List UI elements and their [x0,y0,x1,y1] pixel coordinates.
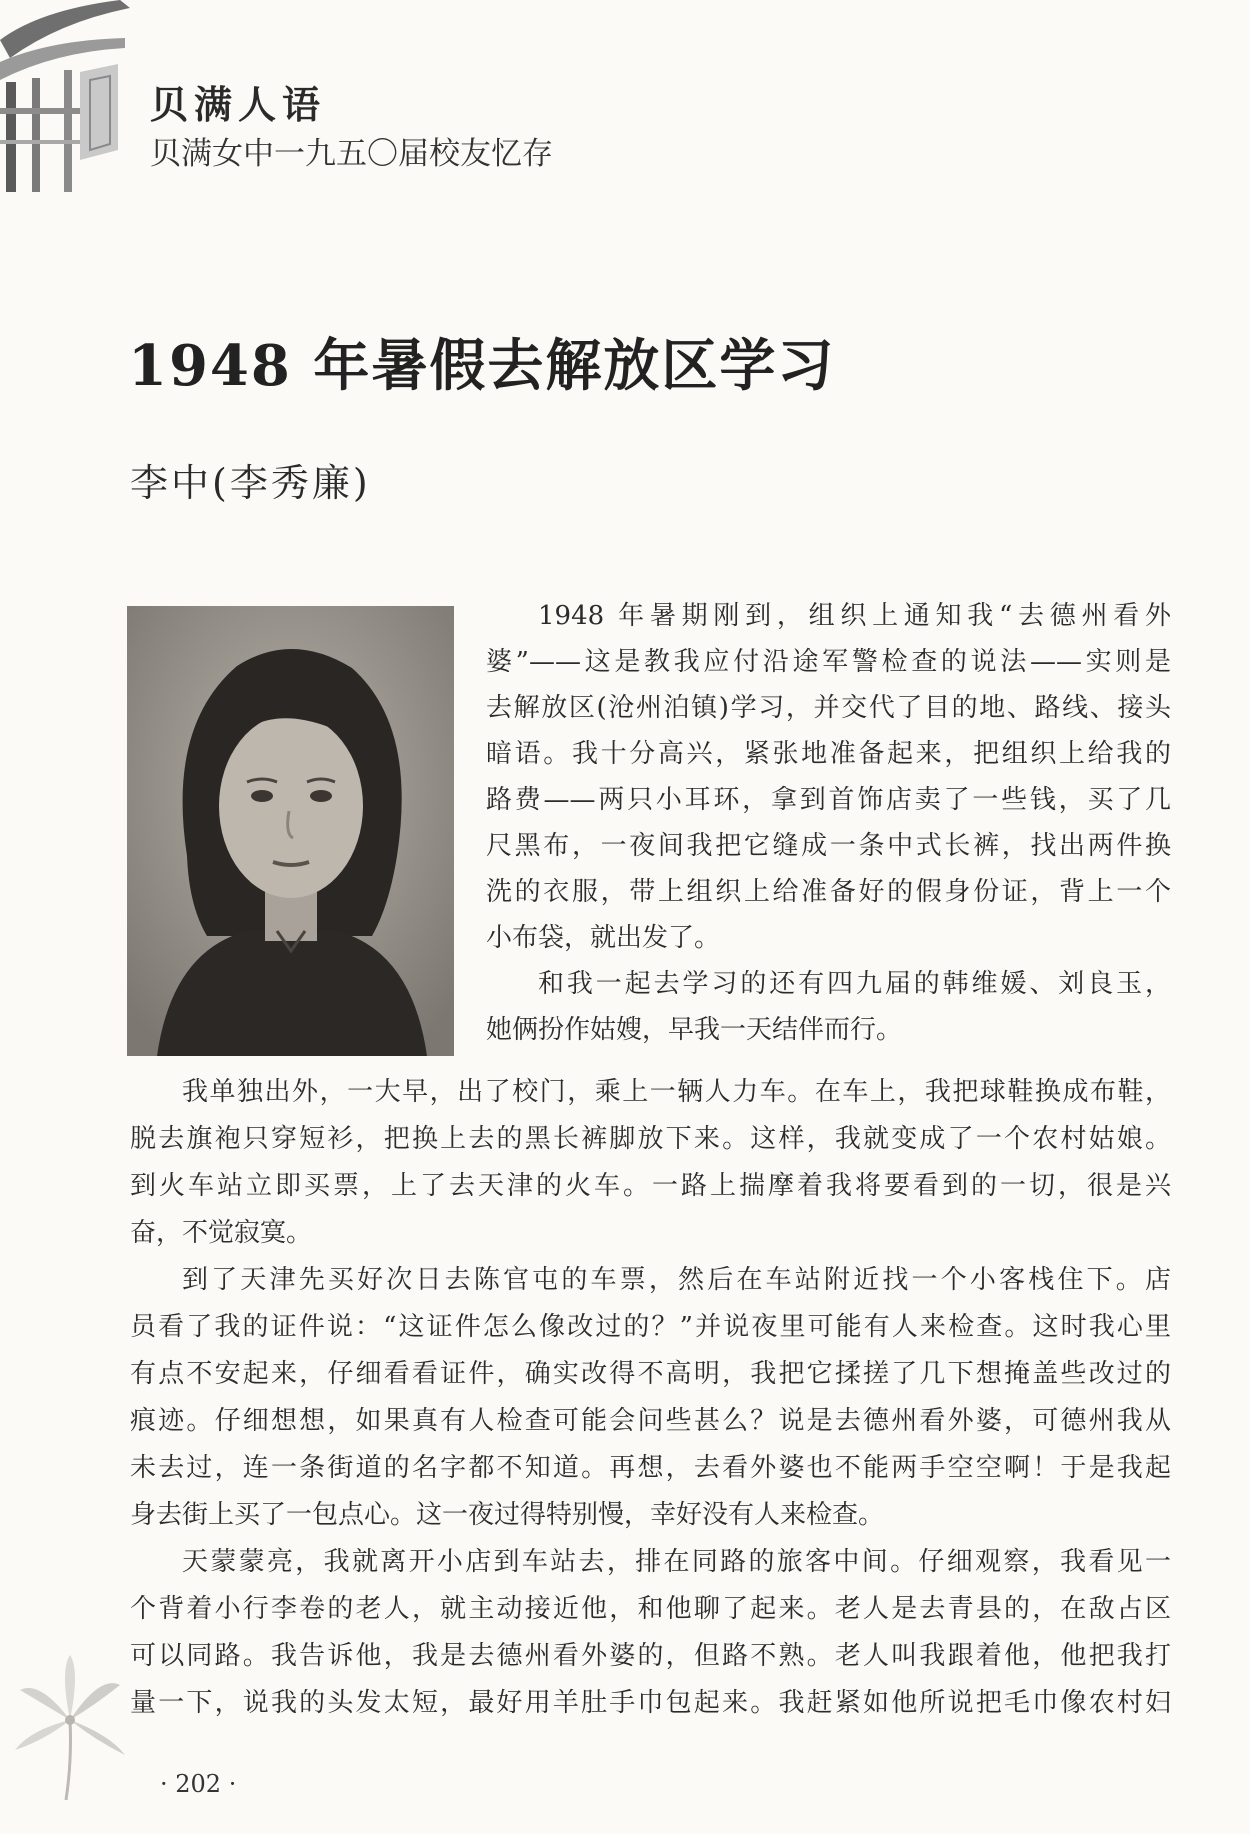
series-name: 贝满人语 [150,83,327,127]
body-line: 脱去旗袍只穿短衫，把换上去的黑长裤脚放下来。这样，我就变成了一个农村姑娘。 [130,1124,1171,1154]
body-line: 身去街上买了一包点心。这一夜过得特别慢，幸好没有人来检查。 [130,1500,885,1530]
body-line: 未去过，连一条街道的名字都不知道。再想，去看外婆也不能两手空空啊！于是我起 [130,1453,1171,1483]
body-line: 她俩扮作姑嫂，早我一天结伴而行。 [486,1015,903,1045]
page-header [0,0,640,200]
author-name: 李中(李秀廉) [130,461,371,505]
body-line: 可以同路。我告诉他，我是去德州看外婆的，但路不熟。老人叫我跟着他，他把我打 [130,1641,1171,1671]
body-line: 量一下，说我的头发太短，最好用羊肚手巾包起来。我赶紧如他所说把毛巾像农村妇 [130,1688,1171,1718]
body-line: 痕迹。仔细想想，如果真有人检查可能会问些甚么？说是去德州看外婆，可德州我从 [130,1406,1171,1436]
body-line: 暗语。我十分高兴，紧张地准备起来，把组织上给我的 [486,739,1171,769]
body-line: 尺黑布，一夜间我把它缝成一条中式长裤，找出两件换 [486,831,1171,861]
series-subtitle: 贝满女中一九五〇届校友忆存 [150,136,553,172]
body-line: 洗的衣服，带上组织上给准备好的假身份证，背上一个 [486,877,1171,907]
pavilion-illustration [0,0,140,195]
body-line: 有点不安起来，仔细看看证件，确实改得不高明，我把它揉搓了几下想掩盖些改过的 [130,1359,1171,1389]
body-line: 1948 年暑期刚到，组织上通知我“去德州看外 [538,601,1171,631]
author-portrait [127,606,454,1056]
body-line: 到火车站立即买票，上了去天津的火车。一路上揣摩着我将要看到的一切，很是兴 [130,1171,1171,1201]
body-line: 婆”——这是教我应付沿途军警检查的说法——实则是 [486,647,1171,677]
body-line: 我单独出外，一大早，出了校门，乘上一辆人力车。在车上，我把球鞋换成布鞋， [182,1077,1171,1107]
body-line: 到了天津先买好次日去陈官屯的车票，然后在车站附近找一个小客栈住下。店 [182,1265,1171,1295]
body-line: 去解放区(沧州泊镇)学习，并交代了目的地、路线、接头 [486,693,1171,723]
body-line: 小布袋，就出发了。 [486,923,721,953]
body-line: 员看了我的证件说：“这证件怎么像改过的？”并说夜里可能有人来检查。这时我心里 [130,1312,1171,1342]
body-line: 个背着小行李卷的老人，就主动接近他，和他聊了起来。老人是去青县的，在敌占区 [130,1594,1171,1624]
article-title: 1948 年暑假去解放区学习 [128,333,836,399]
body-line: 奋，不觉寂寞。 [130,1218,313,1248]
lily-flower-icon [0,1640,140,1800]
body-line: 天蒙蒙亮，我就离开小店到车站去，排在同路的旅客中间。仔细观察，我看见一 [182,1547,1171,1577]
body-line: 和我一起去学习的还有四九届的韩维媛、刘良玉， [538,969,1171,999]
body-line: 路费——两只小耳环，拿到首饰店卖了一些钱，买了几 [486,785,1171,815]
page-number: · 202 · [160,1770,237,1798]
